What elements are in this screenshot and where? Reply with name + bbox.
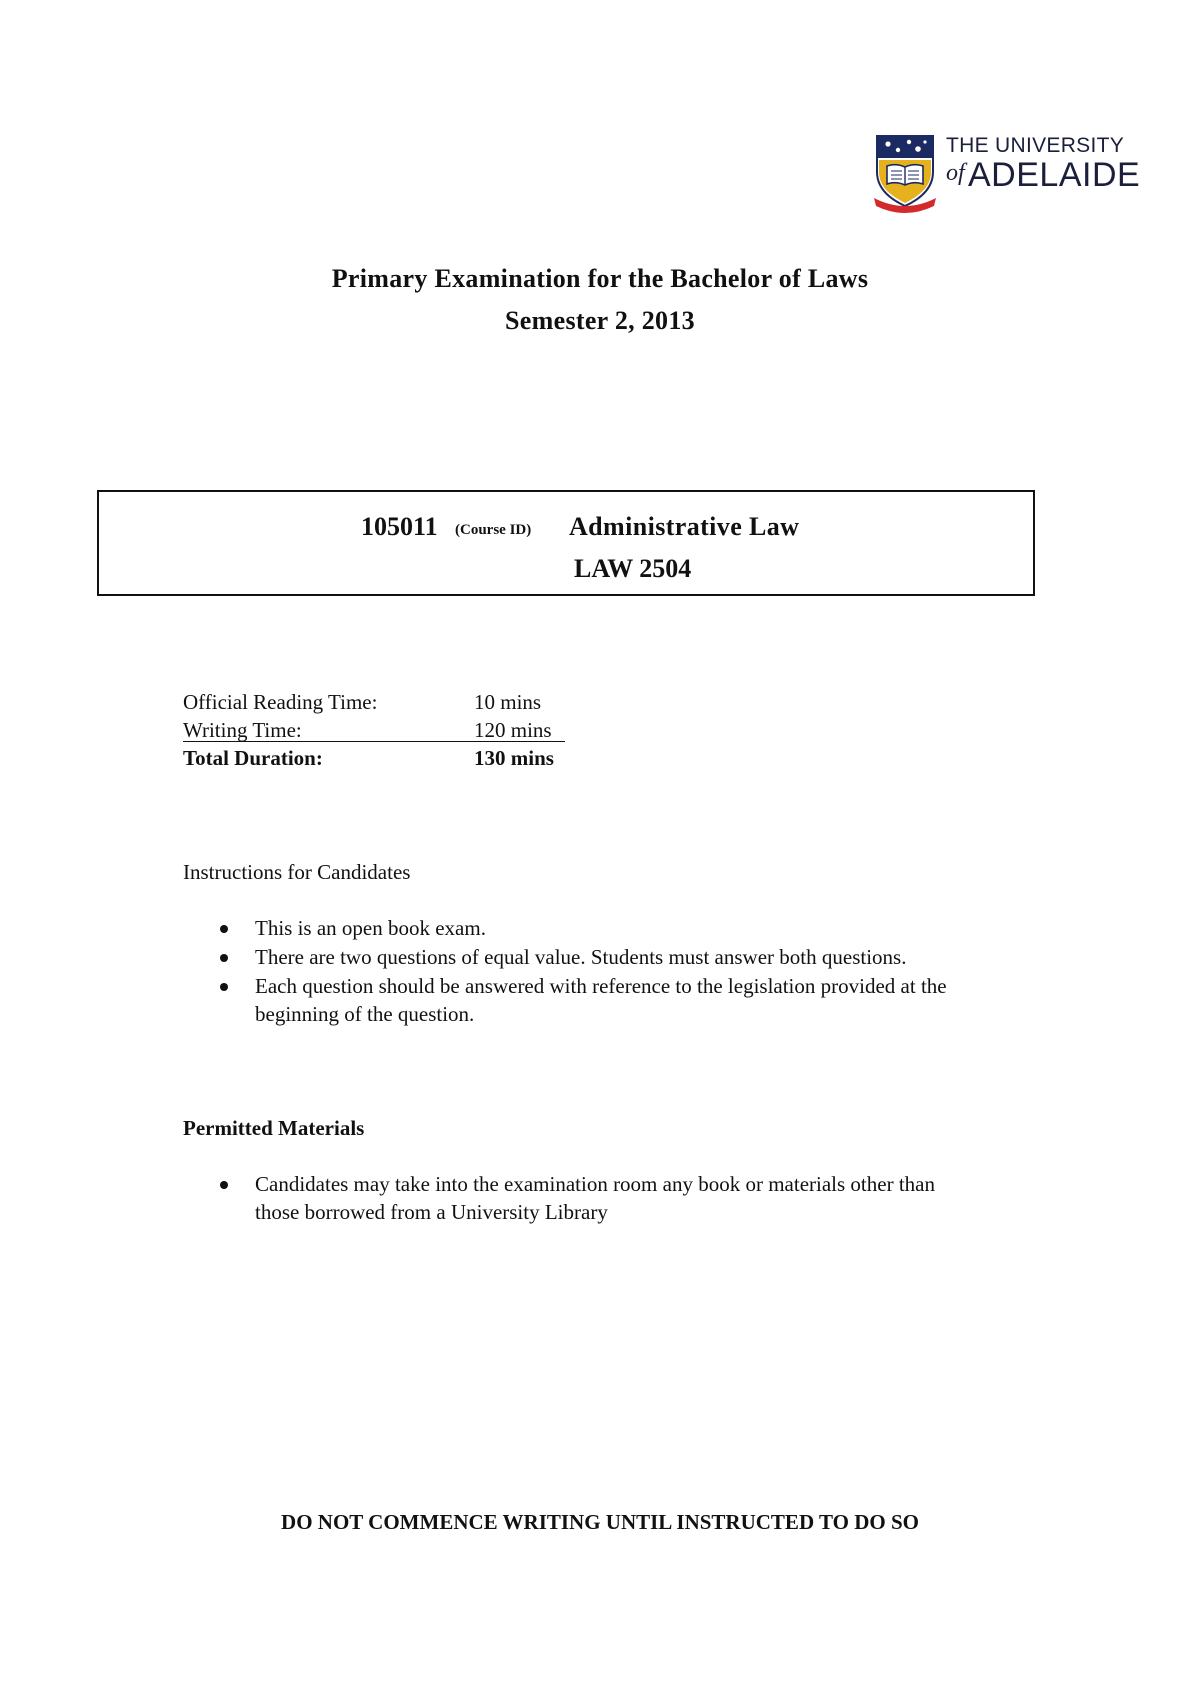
instructions-heading: Instructions for Candidates bbox=[183, 860, 411, 884]
exam-semester: Semester 2, 2013 bbox=[505, 306, 695, 335]
course-name: Administrative Law bbox=[569, 512, 800, 541]
writing-time-label: Writing Time: bbox=[183, 718, 302, 742]
permitted-materials-list bbox=[218, 1170, 978, 1227]
instructions-list bbox=[218, 914, 978, 1029]
course-code: LAW 2504 bbox=[574, 554, 692, 583]
total-duration-label: Total Duration: bbox=[183, 746, 323, 770]
logo-wordmark-line2: ADELAIDE bbox=[968, 156, 1141, 194]
bullet-icon bbox=[220, 925, 228, 933]
list-item bbox=[218, 914, 978, 942]
permitted-text: Candidates may take into the examination room any book or materials other than those borrowed from a University Library bbox=[255, 1172, 935, 1224]
instruction-text: This is an open book exam. bbox=[255, 916, 486, 940]
bullet-icon bbox=[220, 954, 228, 962]
list-item bbox=[218, 972, 978, 1028]
university-logo bbox=[874, 134, 1141, 214]
writing-time-value: 120 mins bbox=[474, 718, 552, 742]
permitted-materials-heading: Permitted Materials bbox=[183, 1116, 365, 1140]
total-duration-value: 130 mins bbox=[474, 746, 554, 770]
duration-divider bbox=[183, 741, 565, 742]
logo-wordmark-of: of bbox=[946, 160, 965, 186]
logo-wordmark-line1: THE UNIVERSITY bbox=[946, 134, 1125, 157]
course-info-box bbox=[97, 490, 1035, 596]
bullet-icon bbox=[220, 983, 228, 991]
instruction-text: There are two questions of equal value. Students must answer both questions. bbox=[255, 945, 907, 969]
exam-title: Primary Examination for the Bachelor of Laws bbox=[331, 264, 869, 293]
instruction-text: Each question should be answered with reference to the legislation provided at the beginning of the question. bbox=[255, 974, 947, 1026]
bullet-icon bbox=[220, 1181, 228, 1189]
course-id-label: (Course ID) bbox=[455, 522, 532, 538]
list-item bbox=[218, 1170, 978, 1226]
reading-time-label: Official Reading Time: bbox=[183, 690, 378, 714]
course-id: 105011 bbox=[361, 512, 438, 541]
reading-time-value: 10 mins bbox=[474, 690, 542, 714]
university-crest-icon bbox=[874, 134, 936, 214]
list-item bbox=[218, 943, 978, 971]
commence-warning: DO NOT COMMENCE WRITING UNTIL INSTRUCTED TO DO SO bbox=[281, 1510, 919, 1534]
